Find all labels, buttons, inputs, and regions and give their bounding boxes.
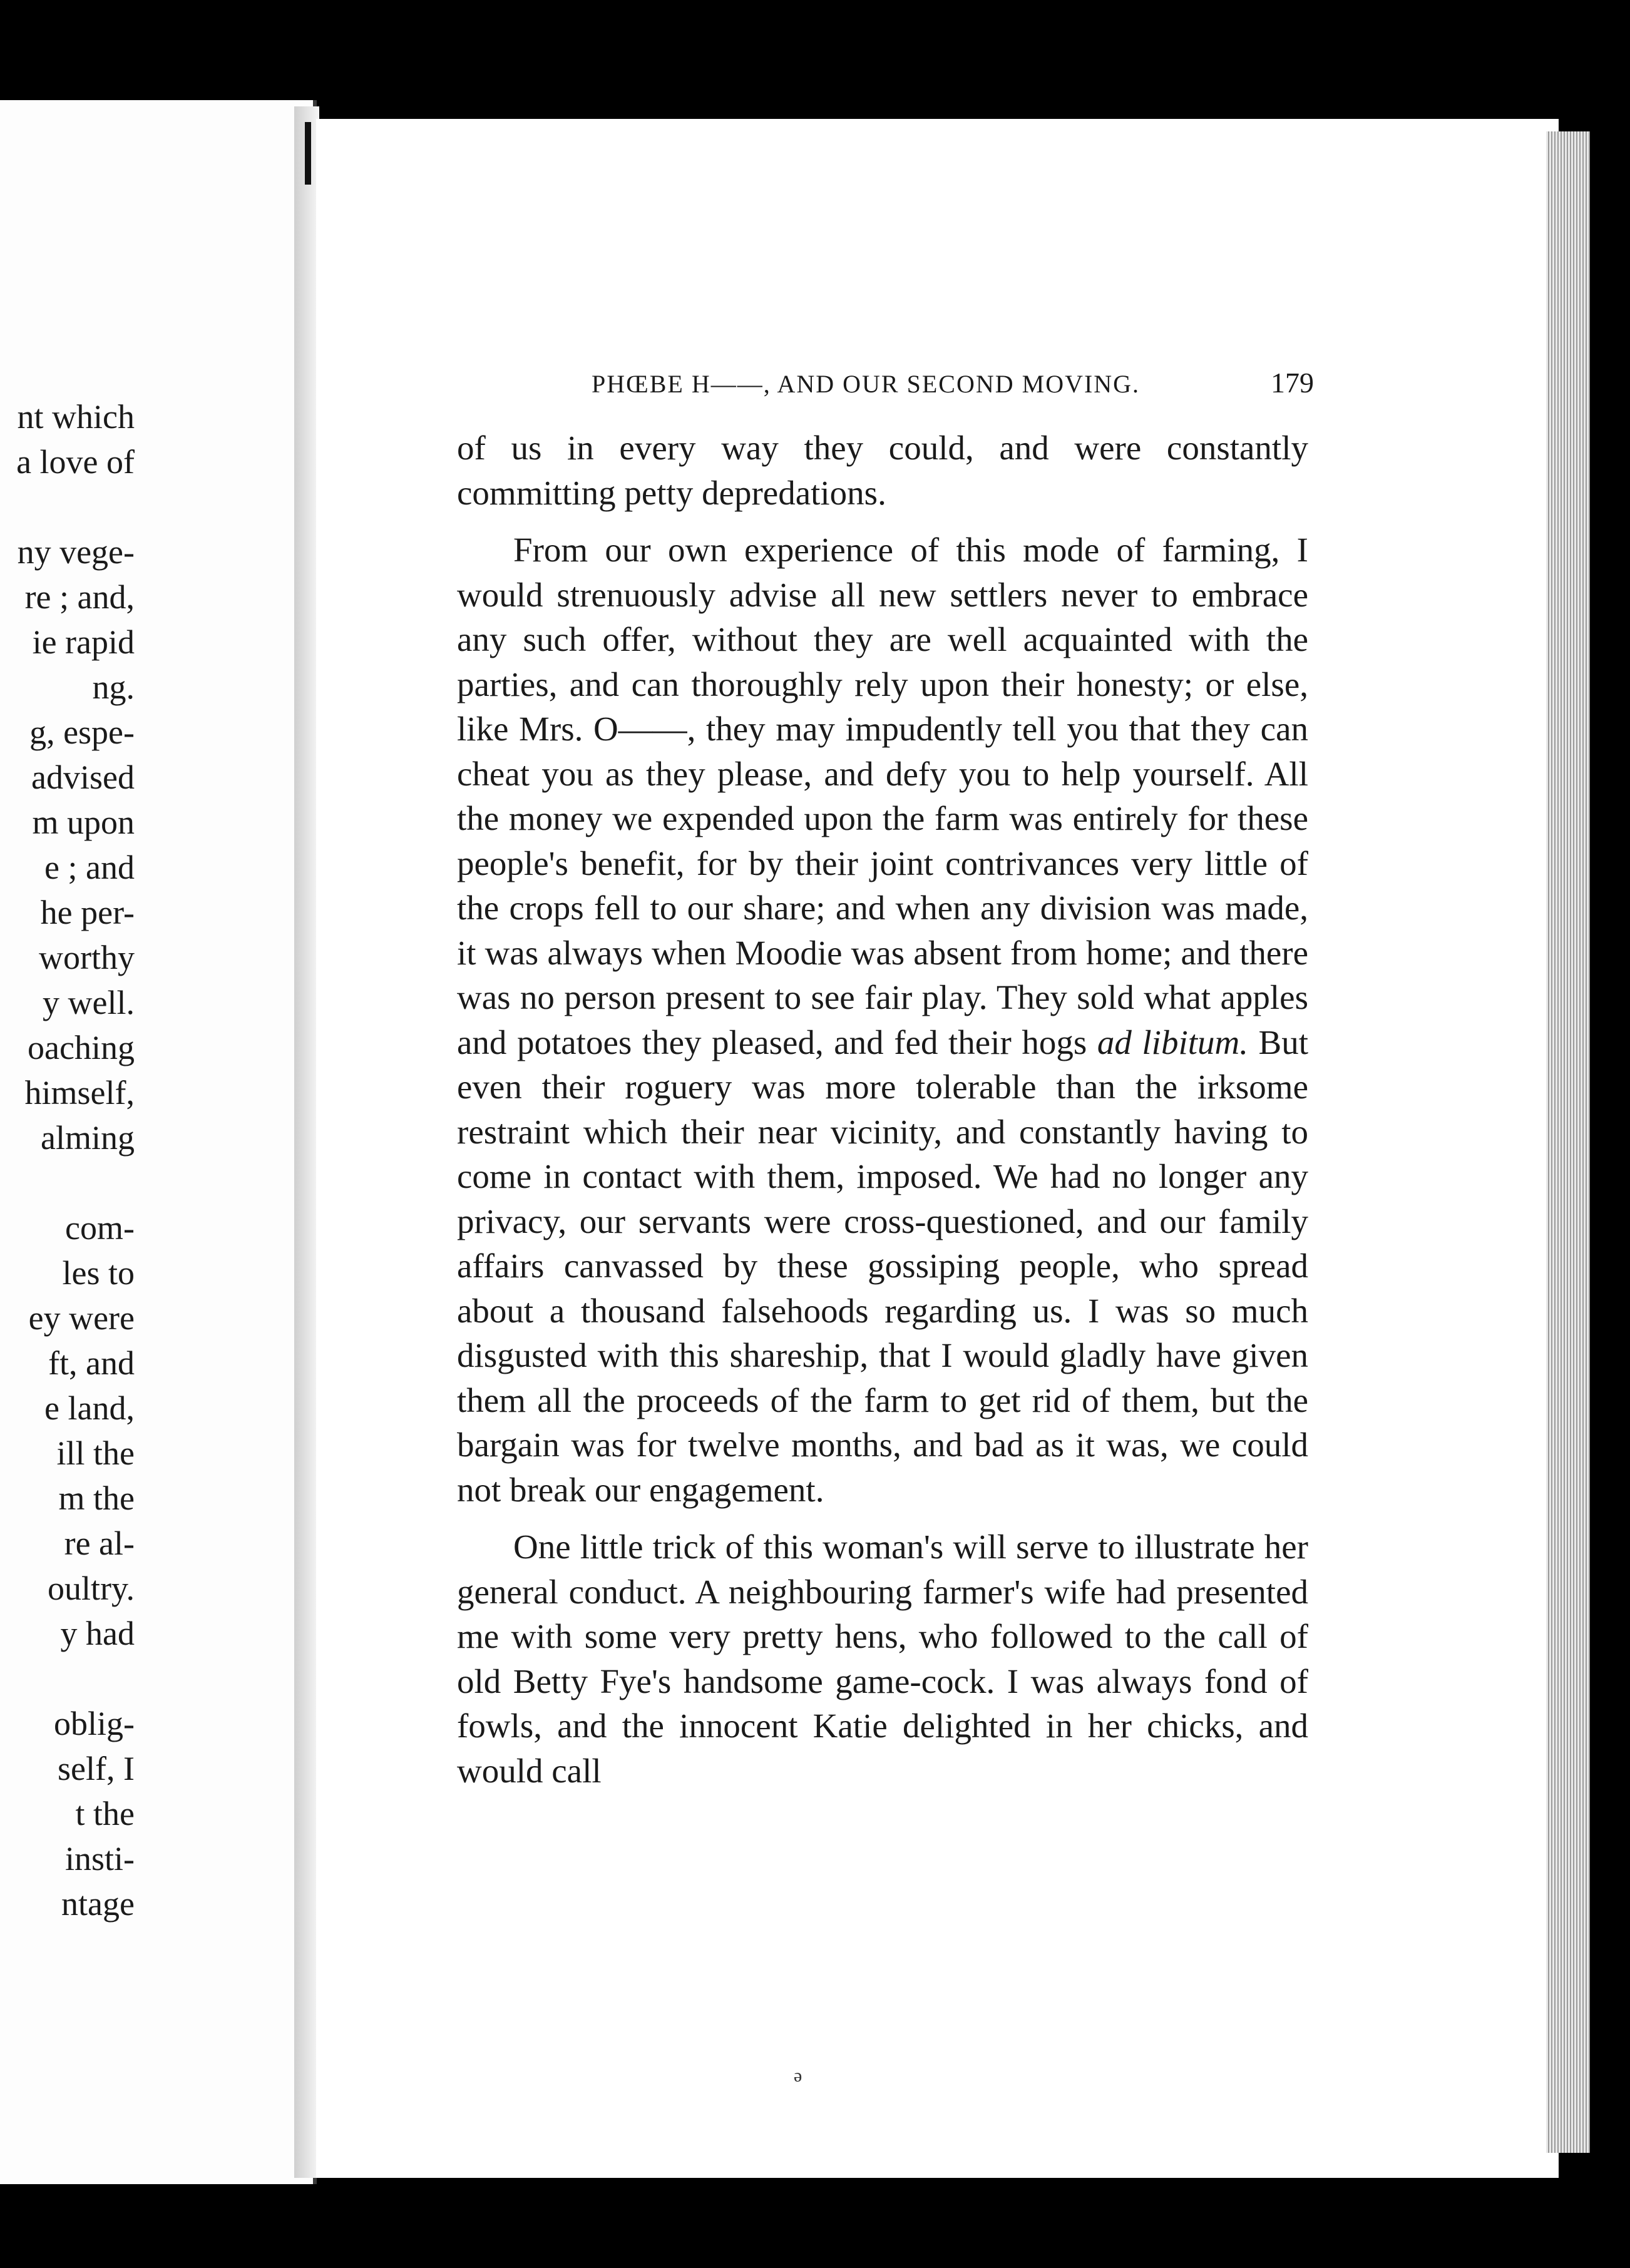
left-page-line: re ; and,	[24, 578, 135, 616]
left-page-line: oaching	[28, 1029, 135, 1066]
left-page-line: ft, and	[48, 1344, 135, 1382]
left-page-line: ng.	[92, 668, 135, 706]
left-page-line: com-	[65, 1209, 135, 1247]
left-page-line: y well.	[43, 984, 135, 1021]
gutter-shadow	[294, 106, 319, 2178]
left-page-line: nt which	[17, 398, 135, 436]
page-edges	[1546, 131, 1590, 2153]
left-page-line: alming	[41, 1119, 135, 1157]
left-page-line: re al-	[64, 1525, 135, 1562]
left-page-line: ny vege-	[17, 533, 135, 571]
left-page-line: insti-	[64, 1840, 135, 1877]
left-page-line: y had	[60, 1615, 135, 1652]
paragraph-2	[457, 528, 1308, 1512]
left-page-line: t the	[75, 1795, 135, 1832]
left-page-line: ey were	[28, 1299, 135, 1337]
left-page-line: e land,	[44, 1389, 135, 1427]
running-head: PHŒBE H——, AND OUR SECOND MOVING.	[592, 370, 1140, 398]
left-page-line: worthy	[39, 939, 135, 976]
left-page-line: ie rapid	[32, 623, 135, 661]
left-page-line: les to	[62, 1254, 135, 1292]
left-page-line: a love of	[16, 443, 135, 481]
spine-mark	[305, 122, 311, 185]
left-page-line: ntage	[61, 1885, 135, 1923]
left-page-line: himself,	[24, 1074, 135, 1111]
body-text	[457, 426, 1308, 1793]
paragraph-1: of us in every way they could, and were constantly committing petty depredations.	[457, 429, 1308, 512]
left-facing-page	[0, 100, 317, 2184]
paragraph-2-part-1: From our own experience of this mode of farming, I would strenuously advise all new settlers never to embrace any such offer, without they are well acquainted with the parties, and can thoroughly rely upon their honesty; or else, like Mrs. O——, they may impudently tell you that they can cheat you as they please, and defy you to help yourself. All the money we expended upon the farm was entirely for these people's benefit, for by their joint contrivances very little of the crops fell to our share; and when any division was made, it was always when Moodie was absent from home; and there was no person present to see fair play. They sold what apples and potatoes they pleased, and fed their hogs	[457, 531, 1308, 1061]
left-page-line: m upon	[32, 804, 135, 841]
left-page-line: oultry.	[48, 1570, 135, 1607]
paragraph-2-part-2: But even their roguery was more tolerable than the irksome restraint which their near vicinity, and constantly having to come in contact with them, imposed. We had no longer any privacy, our servants were cross-questioned, and our family affairs canvassed by these gossiping people, who spread about a thousand falsehoods regarding us. I was so much disgusted with this shareship, that I would gladly have given them all the proceeds of the farm to get rid of them, but the bargain was for twelve months, and bad as it was, we could not break our engagement.	[457, 1023, 1309, 1509]
left-page-line: e ; and	[44, 849, 135, 886]
paragraph-3: One little trick of this woman's will serve to illustrate her general conduct. A neighbouring farmer's wife had presented me with some very pretty hens, who followed to the call of old Betty Fye's handsome game-cock. I was always fond of fowls, and the innocent Katie delighted in her chicks, and would call	[457, 1528, 1308, 1790]
left-page-line: advised	[31, 759, 135, 796]
left-page-line: m the	[58, 1479, 135, 1517]
left-page-line: g, espe-	[29, 713, 135, 751]
left-page-line: self, I	[58, 1750, 135, 1787]
left-page-line: ill the	[56, 1434, 135, 1472]
page-number: 179	[1271, 367, 1314, 399]
left-page-line: oblig-	[54, 1705, 135, 1742]
left-page-line: he per-	[40, 894, 135, 931]
latin-phrase: ad libitum.	[1097, 1023, 1248, 1061]
bottom-smudge-mark: ə	[794, 2065, 802, 2086]
